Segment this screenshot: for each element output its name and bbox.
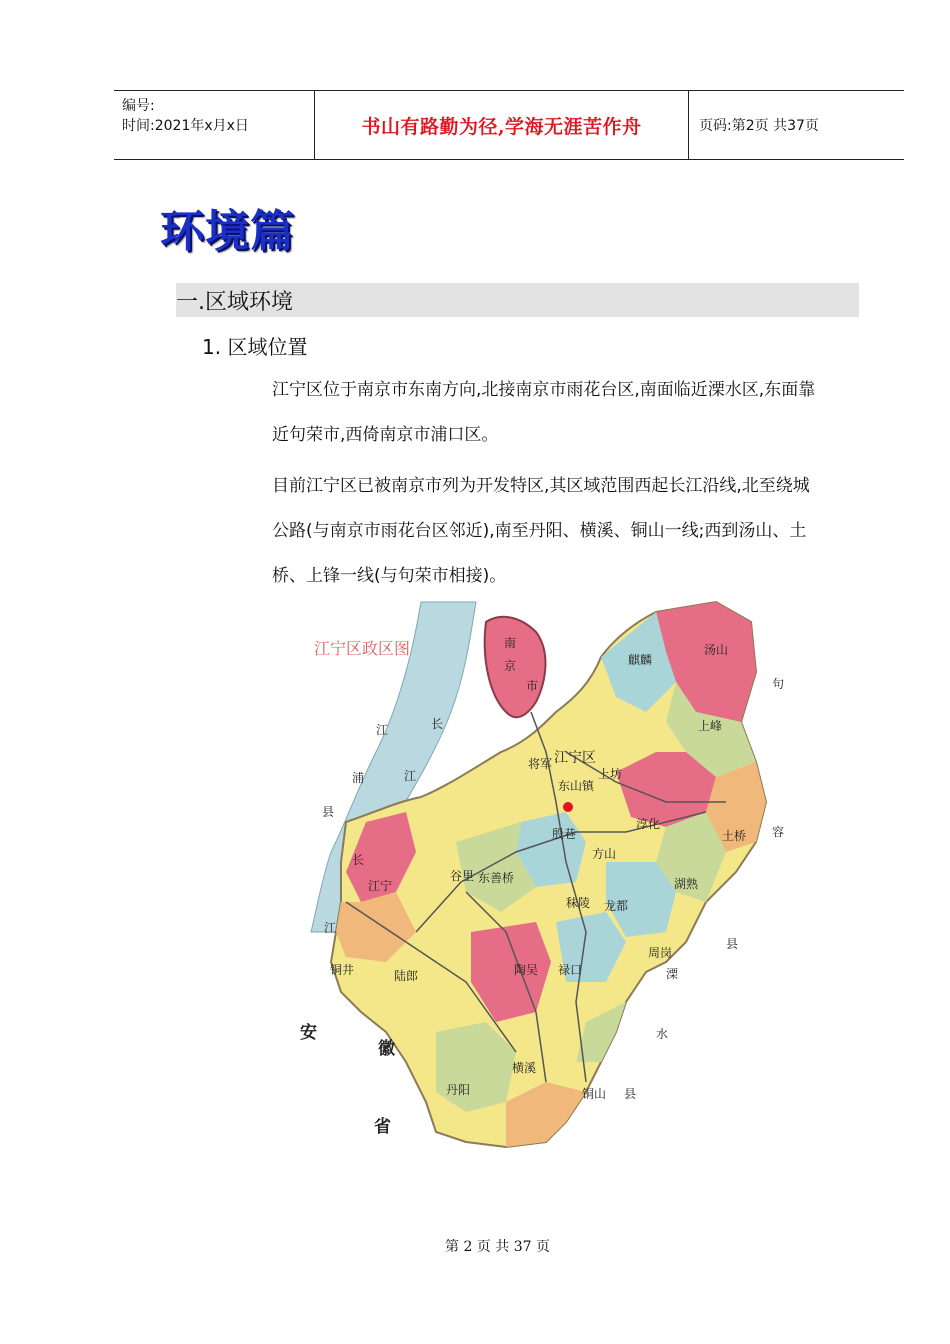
page-header <box>114 90 904 160</box>
map-label-lishui-2: 水 <box>656 1027 669 1041</box>
map-label-yinxiang: 殷巷 <box>552 827 577 841</box>
map-label-dongshanqiao: 东善桥 <box>478 871 515 885</box>
map-label-lukou: 禄口 <box>558 963 583 977</box>
map-label-nanjing-3: 市 <box>526 679 539 693</box>
map-label-lishui-1: 溧 <box>666 967 679 981</box>
map-label-changjiang-a1: 长 <box>431 717 444 731</box>
map-label-hengxi: 横溪 <box>512 1061 537 1075</box>
map-label-jiangning-qu: 江宁区 <box>554 749 596 765</box>
map-label-guli: 谷里 <box>450 869 475 883</box>
map-label-qilin: 麒麟 <box>628 653 653 667</box>
map-label-changjiang-b2: 江 <box>324 921 337 935</box>
map-label-tuqiao: 土桥 <box>722 829 747 843</box>
header-meta-cell <box>114 91 315 159</box>
map-label-lulang: 陆郎 <box>394 969 419 983</box>
map-label-tongjing: 铜井 <box>330 963 355 977</box>
map-label-shangfang: 上坊 <box>598 767 623 781</box>
section-heading-bar <box>176 283 859 317</box>
map-label-jiangpu-3: 县 <box>322 805 335 819</box>
map-label-zhougang: 周岗 <box>648 946 673 960</box>
map-label-tangshan: 汤山 <box>704 643 729 657</box>
map-label-chunhua: 淳化 <box>636 817 661 831</box>
header-motto-cell <box>315 91 689 159</box>
document-time-label: 时间:2021年x月x日 <box>122 118 249 134</box>
map-label-taohu: 陶吴 <box>514 963 539 977</box>
map-label-dongshan: 东山镇 <box>558 779 595 793</box>
page-footer: 第 2 页 共 37 页 <box>445 1239 550 1255</box>
motto-text: 书山有路勤为径,学海无涯苦作舟 <box>361 115 642 138</box>
map-label-hushu: 湖熟 <box>674 877 699 891</box>
chapter-title: 环境篇 <box>160 206 295 257</box>
map-label-longdu: 龙都 <box>604 899 629 913</box>
subsection-title: 1. 区域位置 <box>202 335 308 359</box>
paragraph-boundary: 目前江宁区已被南京市列为开发特区,其区域范围西起长江沿线,北至绕城公路(与南京市雨花台区邻近),南至丹阳、横溪、铜山一线;西到汤山、土桥、上锋一线(与句荣市相接)。 <box>272 476 810 586</box>
map-label-moling: 秣陵 <box>566 896 591 910</box>
map-label-shangfeng: 上峰 <box>698 719 723 733</box>
map-label-nanjing-2: 京 <box>504 659 517 673</box>
map-label-tongshan: 铜山 <box>582 1087 607 1101</box>
document-number-label: 编号: <box>122 98 155 114</box>
map-label-jiangpu-1: 江 <box>376 723 389 737</box>
header-page-cell <box>689 91 904 159</box>
map-label-lishui-3: 县 <box>624 1087 637 1101</box>
map-label-jiangning-zhen: 江宁 <box>368 879 393 893</box>
district-map <box>286 602 785 1152</box>
map-label-jurong-3: 县 <box>726 937 739 951</box>
section-title: 一.区域环境 <box>176 290 293 315</box>
map-title: 江宁区政区图 <box>314 641 411 658</box>
map-label-nanjing-1: 南 <box>504 636 517 650</box>
map-label-anhui-3: 省 <box>374 1117 391 1136</box>
county-seat-marker <box>563 802 573 812</box>
map-label-changjiang-a2: 江 <box>404 769 417 783</box>
paragraph-location: 江宁区位于南京市东南方向,北接南京市雨花台区,南面临近溧水区,东面靠近句荣市,西倚南京市浦口区。 <box>272 380 816 445</box>
header-page-info: 页码:第2页 共37页 <box>699 118 819 134</box>
map-label-jiangpu-2: 浦 <box>352 771 365 785</box>
map-label-anhui-1: 安 <box>300 1023 317 1042</box>
map-label-changjiang-b1: 长 <box>352 853 365 867</box>
map-label-jurong-2: 容 <box>772 825 785 839</box>
map-label-anhui-2: 徽 <box>378 1039 395 1058</box>
map-label-fangshan: 方山 <box>592 847 617 861</box>
map-label-jiangjun: 将军 <box>528 757 553 771</box>
map-label-jurong-1: 句 <box>772 677 785 691</box>
map-label-danyang: 丹阳 <box>446 1083 471 1097</box>
